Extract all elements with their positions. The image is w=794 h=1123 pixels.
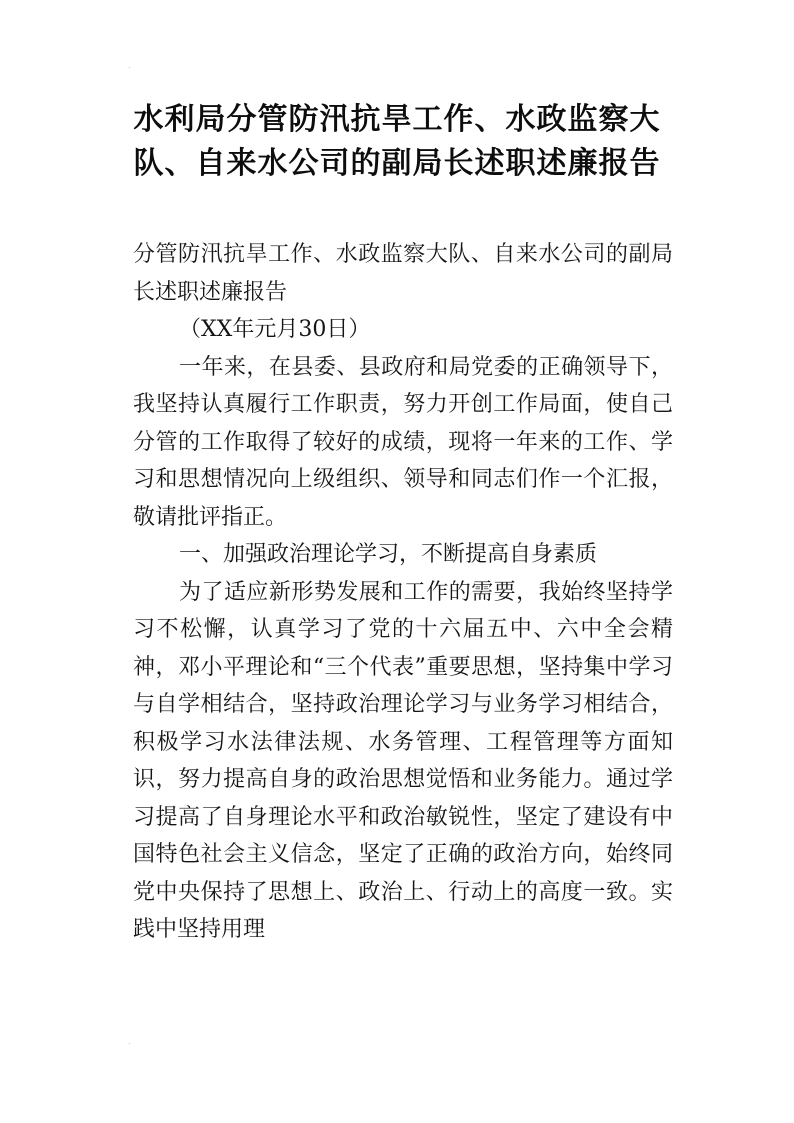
document-body (133, 236, 673, 949)
corner-mark-bottom: ˏ (128, 1034, 132, 1045)
document-subtitle: 分管防汛抗旱工作、水政监察大队、自来水公司的副局长述职述廉报告 (133, 242, 673, 305)
section-paragraph: 为了适应新形势发展和工作的需要，我始终坚持学习不松懈，认真学习了党的十六届五中、六中全会精神，邓小平理论和“三个代表”重要思想，坚持集中学习与自学相结合，坚持政治理论学习与业务学习相结合，积极学习水法律法规、水务管理、工程管理等方面知识，努力提高自身的政治思想觉悟和业务能力。通过学习提高了自身理论水平和政治敏锐性，坚定了建设有中国特色社会主义信念，坚定了正确的政治方向，始终同党中央保持了思想上、政治上、行动上的高度一致。实践中坚持用理 (133, 579, 673, 942)
intro-paragraph: 一年来，在县委、县政府和局党委的正确领导下，我坚持认真履行工作职责，努力开创工作局面，使自己分管的工作取得了较好的成绩，现将一年来的工作、学习和思想情况向上级组织、领导和同志们作一个汇报，敬请批评指正。 (133, 354, 673, 530)
corner-mark-top: ˎ (128, 58, 132, 69)
document-date: （XX年元月30日） (179, 317, 371, 342)
document-title: 水利局分管防汛抗旱工作、水政监察大队、自来水公司的副局长述职述廉报告 (133, 102, 661, 181)
section-heading: 一、加强政治理论学习，不断提高自身素质 (179, 542, 598, 567)
